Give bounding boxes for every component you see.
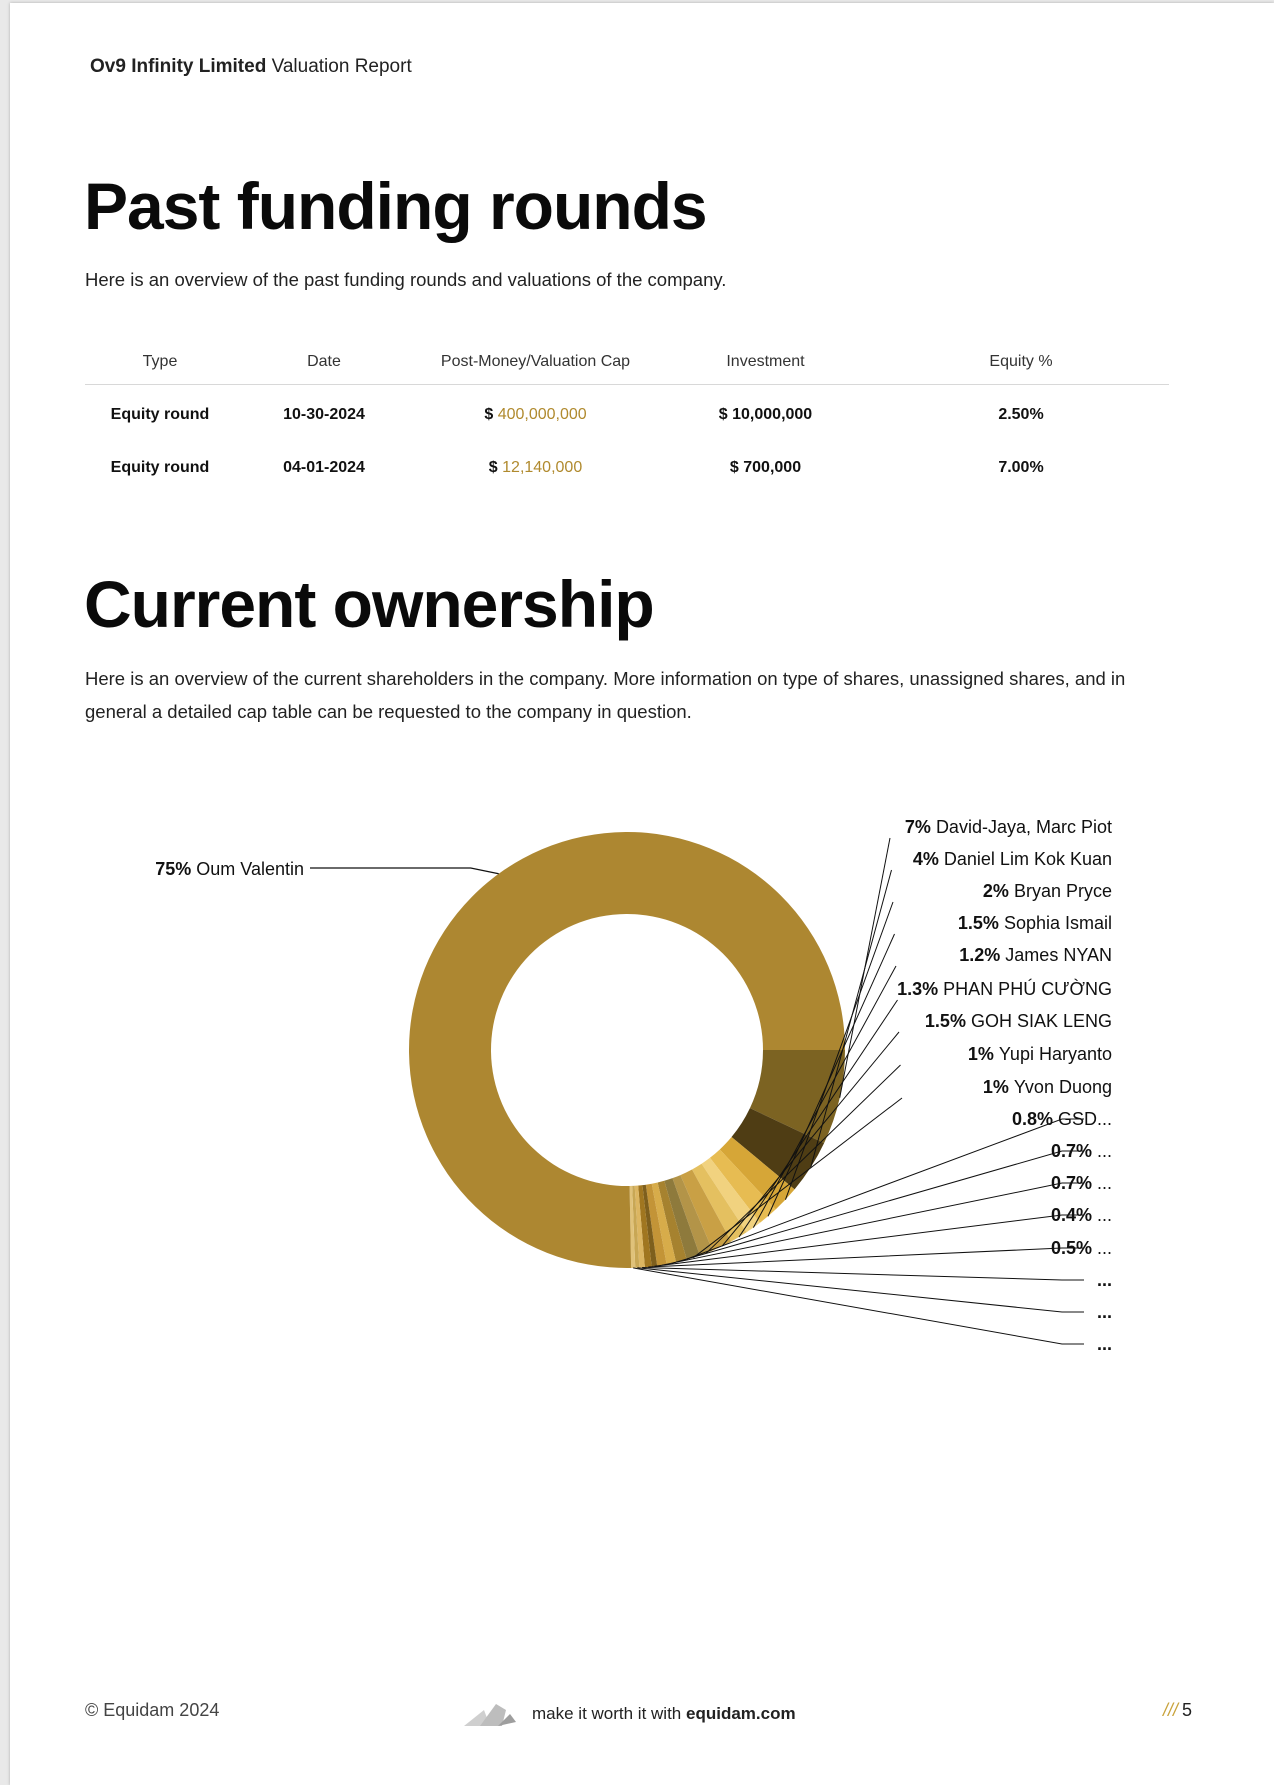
tagline-text: make it worth it with [532, 1704, 682, 1723]
legend-text: 0.4% ... [1050, 1205, 1112, 1225]
legend-label [642, 1267, 1112, 1290]
currency-symbol: $ [488, 458, 498, 476]
slashes-icon: /// [1162, 1700, 1178, 1720]
legend-text: 1.5% GOH SIAK LENG [924, 1011, 1112, 1031]
leader-line [633, 1268, 1084, 1344]
valuation-value: 400,000,000 [497, 405, 587, 423]
legend-text: 1% Yupi Haryanto [967, 1044, 1112, 1064]
legend-text: 0.7% ... [1050, 1141, 1112, 1161]
legend-text: 1.2% James NYAN [959, 945, 1112, 965]
legend-label [633, 1268, 1112, 1354]
legend-text: 1.3% PHAN PHÚ CƯỜNG [897, 979, 1112, 999]
col-equity: Equity % [873, 340, 1169, 385]
page-number-value: 5 [1181, 1700, 1192, 1720]
legend-label [637, 1268, 1112, 1322]
equidam-logo-icon [462, 1700, 518, 1728]
cell-date: 10-30-2024 [283, 405, 365, 423]
legend-text: 0.8% GSD... [1011, 1109, 1112, 1129]
col-date: Date [235, 340, 413, 385]
current-ownership-heading: Current ownership [84, 567, 654, 641]
company-name: Ov9 Infinity Limited [90, 56, 267, 77]
leader-line [642, 1267, 1084, 1280]
cell-date: 04-01-2024 [283, 458, 365, 476]
currency-symbol: $ [484, 405, 494, 423]
cell-equity: 7.00% [998, 458, 1044, 476]
page-number [1163, 1700, 1192, 1721]
footer-link[interactable]: equidam.com [686, 1704, 796, 1723]
col-type: Type [85, 340, 235, 385]
past-funding-heading: Past funding rounds [84, 169, 707, 243]
legend-text: ... [1096, 1334, 1112, 1354]
footer-copyright: © Equidam 2024 [85, 1700, 220, 1720]
legend-text: 0.5% ... [1050, 1238, 1112, 1258]
valuation-value: 12,140,000 [502, 458, 583, 476]
legend-label-largest [155, 859, 498, 879]
legend-text: 1% Yvon Duong [982, 1077, 1112, 1097]
cell-equity: 2.50% [998, 405, 1044, 423]
cell-investment: $ 700,000 [729, 458, 802, 476]
past-funding-intro: Here is an overview of the past funding rounds and valuations of the company. [85, 269, 727, 290]
legend-text: 2% Bryan Pryce [982, 881, 1112, 901]
legend-text: 75% Oum Valentin [155, 859, 304, 879]
legend-text: ... [1096, 1302, 1112, 1322]
cell-type: Equity round [110, 458, 210, 476]
col-investment: Investment [658, 340, 873, 385]
leader-line [310, 868, 499, 874]
legend-text: 1.5% Sophia Ismail [957, 913, 1112, 933]
report-title: Valuation Report [271, 56, 412, 77]
legend-text: 4% Daniel Lim Kok Kuan [912, 849, 1112, 869]
footer-tagline [462, 1700, 796, 1728]
legend-text: 7% David-Jaya, Marc Piot [904, 817, 1112, 837]
legend-text: 0.7% ... [1050, 1173, 1112, 1193]
cell-type: Equity round [110, 405, 210, 423]
current-ownership-intro: Here is an overview of the current shareholders in the company. More information on type of shares, unassigned shares, and in general a detailed cap table can be requested to the company in question. [85, 668, 1126, 722]
col-valuation: Post-Money/Valuation Cap [413, 340, 658, 385]
legend-text: ... [1096, 1270, 1112, 1290]
cell-investment: $ 10,000,000 [718, 405, 813, 423]
